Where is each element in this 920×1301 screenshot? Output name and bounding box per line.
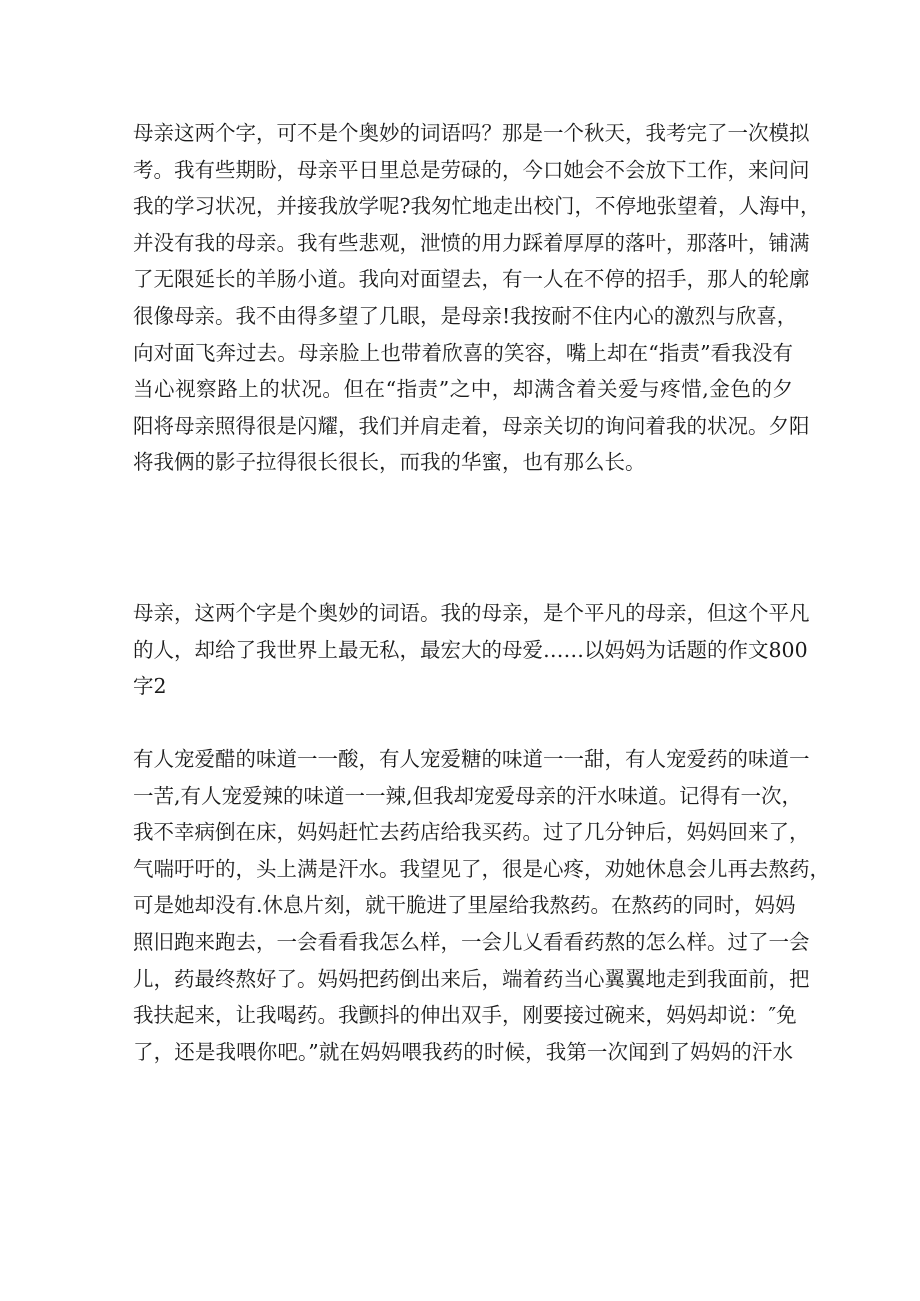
text-line: 气喘吁吁的，头上满是汗水。我望见了，很是心疼，劝她休息会儿再去熬药， xyxy=(133,856,830,881)
text-line: 当心视察路上的状况。但在“指责”之中，却满含着关爱与疼惜,金色的夕 xyxy=(133,377,793,402)
text-line: 我的学习状况，并接我放学呢?我匆忙地走出校门，不停地张望着，人海中， xyxy=(133,194,821,219)
text-line: 了，还是我喂你吧。”就在妈妈喂我药的时候，我第一次闻到了妈妈的汗水 xyxy=(133,1039,793,1064)
text-line: 的人，却给了我世界上最无私，最宏大的母爱……以妈妈为话题的作文800 xyxy=(133,637,808,662)
text-line: 将我俩的影子拉得很长很长，而我的华蜜，也有那么长。 xyxy=(133,450,646,475)
text-line: 了无限延长的羊肠小道。我向对面望去，有一人在不停的招手，那人的轮廓 xyxy=(133,267,810,292)
text-line: 我扶起来，让我喝药。我颤抖的伸出双手，刚要接过碗来，妈妈却说：″免 xyxy=(133,1003,797,1028)
text-line: 母亲，这两个字是个奥妙的词语。我的母亲，是个平凡的母亲，但这个平凡 xyxy=(133,601,810,625)
text-line: 阳将母亲照得很是闪耀，我们并肩走着，母亲关切的询问着我的状况。夕阳 xyxy=(133,413,810,438)
text-line: 照旧跑来跑去，一会看看我怎么样，一会儿乂看看药熬的怎么样。过了一会 xyxy=(133,929,810,954)
paragraph-mother-autumn xyxy=(133,115,821,481)
paragraph-sweat-taste xyxy=(133,741,830,1070)
text-line: 我不幸病倒在床，妈妈赶忙去药店给我买药。过了几分钟后，妈妈回来了， xyxy=(133,820,810,845)
text-line: 儿，药最终熬好了。妈妈把药倒出来后，端着药当心翼翼地走到我面前，把 xyxy=(133,966,810,991)
text-line: 字2 xyxy=(133,674,167,699)
text-line: 可是她却没有.休息片刻，就干脆进了里屋给我熬药。在熬药的同时，妈妈 xyxy=(133,893,796,918)
text-line: 考。我有些期盼，母亲平日里总是劳碌的，今口她会不会放下工作，来问问 xyxy=(133,157,810,182)
text-line: 并没有我的母亲。我有些悲观，泄愤的用力踩着厚厚的落叶，那落叶，铺满 xyxy=(133,230,810,255)
text-line: 向对面飞奔过去。母亲脸上也带着欣喜的笑容，嘴上却在“指责”看我没有 xyxy=(133,340,793,365)
text-line: 有人宠爱醋的味道一一酸，有人宠爱糖的味道一一甜，有人宠爱药的味道一 xyxy=(133,747,810,771)
text-line: 母亲这两个字，可不是个奥妙的词语吗？那是一个秋天，我考完了一次模拟 xyxy=(133,121,810,145)
text-line: 一苦,有人宠爱辣的味道一一辣,但我却宠爱母亲的汗水味道。记得有一次， xyxy=(133,783,803,808)
text-line: 很像母亲。我不由得多望了几眼，是母亲!我按耐不住内心的激烈与欣喜， xyxy=(133,303,798,328)
paragraph-mother-conclusion xyxy=(133,595,810,705)
